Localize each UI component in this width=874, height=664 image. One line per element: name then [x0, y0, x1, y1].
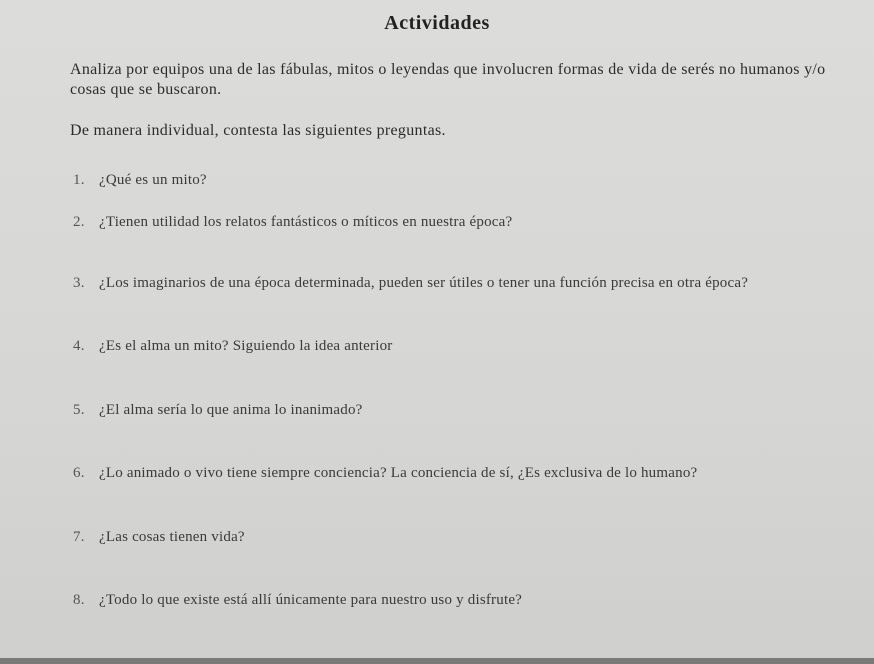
question-text: ¿Qué es un mito? — [99, 172, 207, 188]
question-item — [73, 400, 853, 420]
question-text: ¿Todo lo que existe está allí únicamente para nuestro uso y disfrute? — [99, 592, 523, 608]
question-item — [73, 590, 853, 610]
question-text: ¿Las cosas tienen vida? — [99, 529, 245, 545]
page-title: Actividades — [384, 12, 490, 34]
question-number: 6. — [73, 465, 85, 481]
question-text: ¿Es el alma un mito? Siguiendo la idea anterior — [99, 338, 393, 354]
question-number: 8. — [73, 592, 85, 608]
question-number: 7. — [73, 529, 85, 545]
page-bottom-edge — [0, 658, 874, 664]
question-item — [73, 170, 853, 190]
question-number: 5. — [73, 402, 85, 418]
question-item — [73, 212, 853, 232]
question-number: 4. — [73, 338, 85, 354]
question-text: ¿Tienen utilidad los relatos fantásticos o míticos en nuestra época? — [99, 214, 513, 230]
question-item — [73, 336, 853, 356]
question-item — [73, 463, 853, 483]
question-item — [73, 527, 853, 547]
question-text: ¿Lo animado o vivo tiene siempre conciencia? La conciencia de sí, ¿Es exclusiva de lo humano? — [99, 465, 698, 481]
question-number: 3. — [73, 275, 85, 291]
question-item — [73, 273, 853, 293]
question-text: ¿Los imaginarios de una época determinada, pueden ser útiles o tener una función precisa en otra época? — [99, 275, 749, 291]
intro-paragraph: Analiza por equipos una de las fábulas, mitos o leyendas que involucren formas de vida de serés no humanos y/o cosas que se buscaron. — [70, 61, 826, 98]
question-number: 2. — [73, 214, 85, 230]
question-text: ¿El alma sería lo que anima lo inanimado? — [99, 402, 363, 418]
instruction-text: De manera individual, contesta las siguientes preguntas. — [70, 122, 446, 139]
question-number: 1. — [73, 172, 85, 188]
